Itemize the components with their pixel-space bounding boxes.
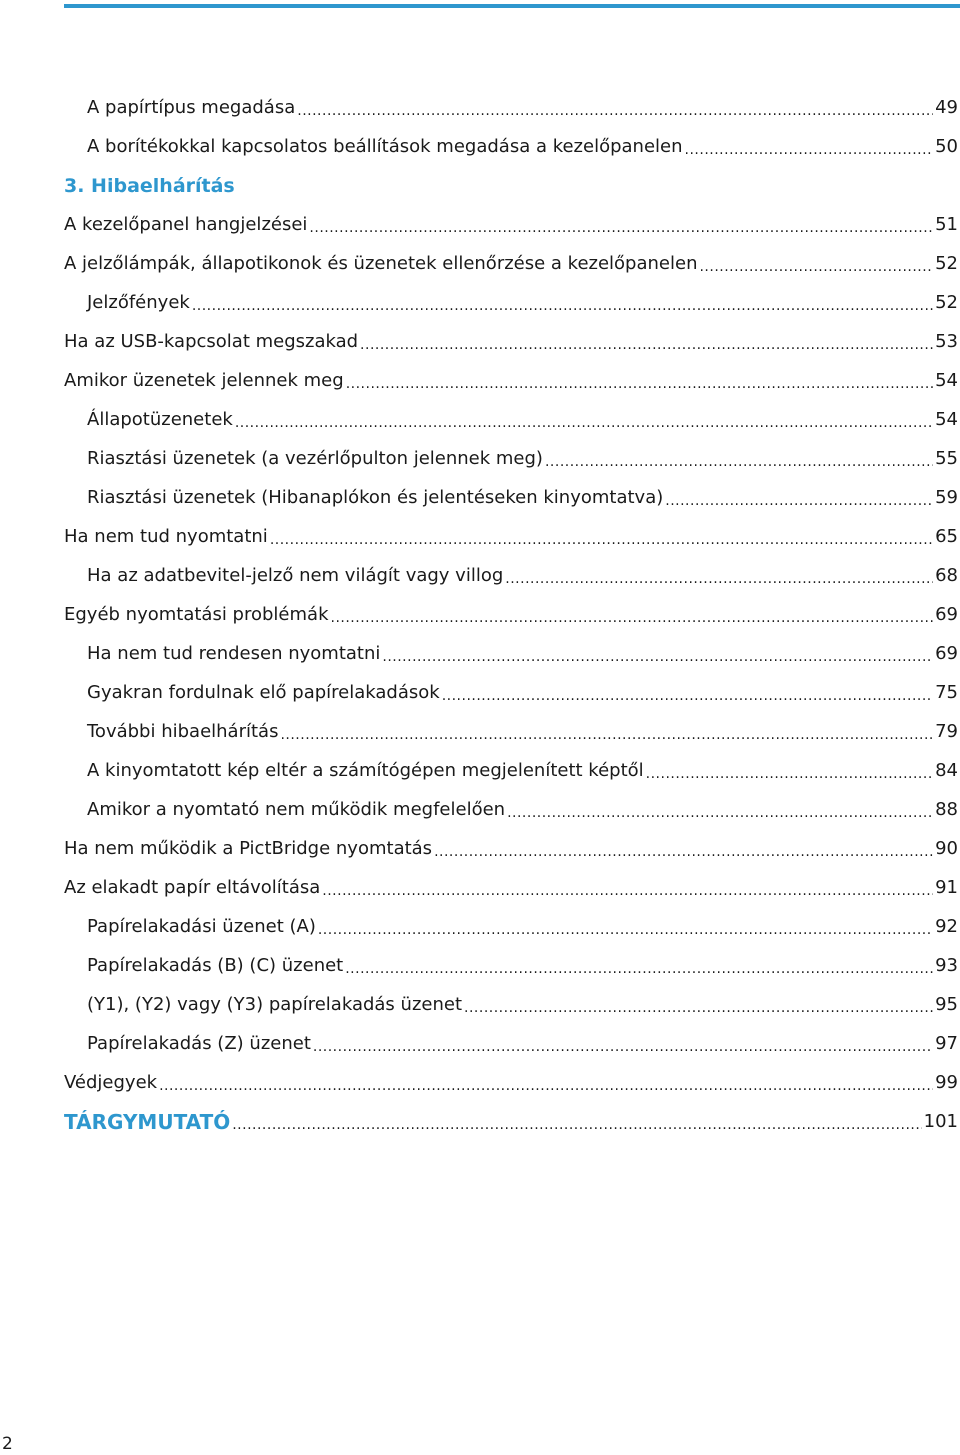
toc-entry-title: TÁRGYMUTATÓ: [64, 1109, 231, 1134]
dot-leader: [646, 767, 933, 781]
dot-leader: [545, 455, 933, 469]
toc-entry[interactable]: [64, 556, 958, 595]
toc-entry-page: 54: [935, 408, 958, 430]
dot-leader: [434, 845, 933, 859]
toc-entry[interactable]: [64, 829, 958, 868]
toc-entry-title: Papírelakadás (B) (C) üzenet: [87, 954, 344, 976]
toc-entry-title: A kinyomtatott kép eltér a számítógépen megjelenített képtől: [87, 759, 644, 781]
toc-entry-page: 75: [935, 681, 958, 703]
toc-entry-title: Ha nem tud rendesen nyomtatni: [87, 642, 381, 664]
toc-entry[interactable]: [64, 88, 958, 127]
toc-entry-title: A papírtípus megadása: [87, 96, 296, 118]
toc-entry[interactable]: [64, 595, 958, 634]
toc-entry-page: 79: [935, 720, 958, 742]
toc-entry-page: 90: [935, 837, 958, 859]
toc-entry-page: 49: [935, 96, 958, 118]
toc-entry[interactable]: [64, 985, 958, 1024]
toc-entry-title: Az elakadt papír eltávolítása: [64, 876, 321, 898]
toc-entry[interactable]: [64, 478, 958, 517]
dot-leader: [699, 260, 933, 274]
dot-leader: [192, 299, 933, 313]
dot-leader: [442, 689, 933, 703]
toc-entry-title: A borítékokkal kapcsolatos beállítások megadása a kezelőpanelen: [87, 135, 683, 157]
toc-entry[interactable]: [64, 439, 958, 478]
toc-entry-page: 65: [935, 525, 958, 547]
toc-entry-title: Ha nem tud nyomtatni: [64, 525, 268, 547]
dot-leader: [270, 533, 933, 547]
toc-entry-title: (Y1), (Y2) vagy (Y3) papírelakadás üzenet: [87, 993, 463, 1015]
toc-entry-title: Ha az USB-kapcsolat megszakad: [64, 330, 359, 352]
dot-leader: [235, 416, 933, 430]
toc-entry[interactable]: [64, 127, 958, 166]
toc-entry[interactable]: [64, 673, 958, 712]
dot-leader: [464, 1001, 933, 1015]
toc-entry-page: 101: [923, 1110, 958, 1132]
toc-entry-title: Védjegyek: [64, 1071, 158, 1093]
toc-entry[interactable]: [64, 946, 958, 985]
toc-entry[interactable]: [64, 361, 958, 400]
dot-leader: [345, 962, 933, 976]
toc-entry[interactable]: [64, 634, 958, 673]
toc-entry-title: Ha az adatbevitel-jelző nem világít vagy villog: [87, 564, 504, 586]
toc-entry-page: 69: [935, 603, 958, 625]
dot-leader: [346, 377, 933, 391]
toc-entry-title: Egyéb nyomtatási problémák: [64, 603, 329, 625]
toc-entry-title: Állapotüzenetek: [87, 408, 233, 430]
toc-entry[interactable]: [64, 400, 958, 439]
toc-entry-title: Jelzőfények: [87, 291, 190, 313]
header-rule: [64, 4, 960, 8]
toc-entry[interactable]: [64, 517, 958, 556]
toc-entry-page: 50: [935, 135, 958, 157]
dot-leader: [685, 143, 934, 157]
toc-entry-page: 91: [935, 876, 958, 898]
toc-entry-page: 92: [935, 915, 958, 937]
toc-entry-page: 95: [935, 993, 958, 1015]
toc-entry-page: 52: [935, 291, 958, 313]
toc-entry-title: További hibaelhárítás: [87, 720, 279, 742]
toc-entry-title: Amikor üzenetek jelennek meg: [64, 369, 344, 391]
toc-entry[interactable]: [64, 1063, 958, 1102]
toc-entry-title: Ha nem működik a PictBridge nyomtatás: [64, 837, 433, 859]
toc-entry[interactable]: [64, 790, 958, 829]
dot-leader: [382, 650, 933, 664]
dot-leader: [313, 1040, 933, 1054]
toc-entry-page: 97: [935, 1032, 958, 1054]
toc-entry[interactable]: [64, 907, 958, 946]
toc-entry-page: 93: [935, 954, 958, 976]
dot-leader: [665, 494, 933, 508]
dot-leader: [159, 1079, 933, 1093]
toc-entry-title: Riasztási üzenetek (Hibanaplókon és jelentéseken kinyomtatva): [87, 486, 664, 508]
toc-entry[interactable]: [64, 868, 958, 907]
toc-entry-page: 54: [935, 369, 958, 391]
dot-leader: [505, 572, 933, 586]
page-number: 2: [2, 1434, 13, 1454]
toc-entry-title: A jelzőlámpák, állapotikonok és üzenetek ellenőrzése a kezelőpanelen: [64, 252, 698, 274]
toc-entry-title: Amikor a nyomtató nem működik megfelelően: [87, 798, 506, 820]
dot-leader: [297, 104, 933, 118]
toc-entry-page: 53: [935, 330, 958, 352]
dot-leader: [318, 923, 933, 937]
toc-entry-page: 55: [935, 447, 958, 469]
toc-entry-title: Papírelakadás (Z) üzenet: [87, 1032, 311, 1054]
toc-entry-page: 69: [935, 642, 958, 664]
toc-entry-title: Gyakran fordulnak elő papírelakadások: [87, 681, 440, 703]
dot-leader: [331, 611, 934, 625]
toc-entry-page: 88: [935, 798, 958, 820]
toc-entry-page: 68: [935, 564, 958, 586]
toc-entry-page: 52: [935, 252, 958, 274]
dot-leader: [507, 806, 933, 820]
toc-entry-index[interactable]: [64, 1102, 958, 1141]
toc-entry-page: 99: [935, 1071, 958, 1093]
toc-entry-title: Papírelakadási üzenet (A): [87, 915, 316, 937]
toc-entry[interactable]: [64, 1024, 958, 1063]
toc-entry-title: A kezelőpanel hangjelzései: [64, 213, 308, 235]
toc-entry[interactable]: [64, 283, 958, 322]
toc-entry[interactable]: [64, 712, 958, 751]
dot-leader: [232, 1118, 921, 1132]
dot-leader: [280, 728, 933, 742]
toc-entry-title: Riasztási üzenetek (a vezérlőpulton jelennek meg): [87, 447, 543, 469]
chapter-heading[interactable]: 3. Hibaelhárítás: [64, 174, 235, 197]
toc-entry[interactable]: [64, 322, 958, 361]
toc-entry-page: 59: [935, 486, 958, 508]
toc-entry[interactable]: [64, 205, 958, 244]
toc-entry[interactable]: [64, 751, 958, 790]
toc-entry-page: 51: [935, 213, 958, 235]
table-of-contents: [64, 88, 958, 1141]
toc-entry[interactable]: [64, 244, 958, 283]
dot-leader: [309, 221, 933, 235]
toc-entry-page: 84: [935, 759, 958, 781]
dot-leader: [322, 884, 933, 898]
dot-leader: [360, 338, 933, 352]
